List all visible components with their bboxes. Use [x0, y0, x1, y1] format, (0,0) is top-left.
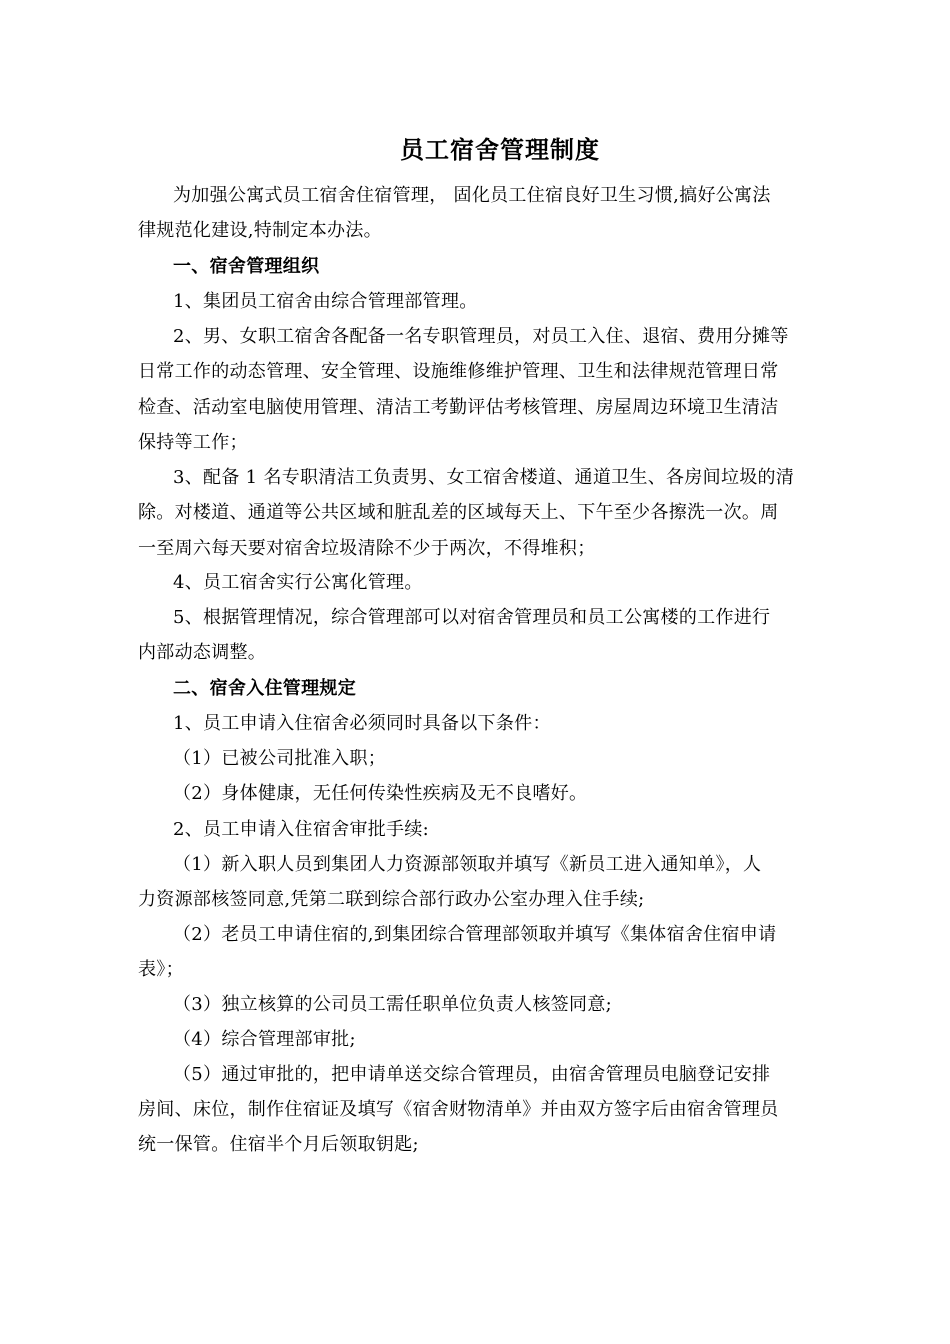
paragraph-line: 房间、床位，制作住宿证及填写《宿舍财物清单》并由双方签字后由宿舍管理员 — [138, 1099, 779, 1120]
paragraph-line: 日常工作的动态管理、安全管理、设施维修维护管理、卫生和法律规范管理日常 — [138, 361, 779, 382]
section-heading: 一、宿舍管理组织 — [173, 256, 320, 277]
paragraph-line: （1）已被公司批准入职； — [173, 748, 387, 769]
paragraph-line: 2、男、女职工宿舍各配备一名专职管理员，对员工入住、退宿、费用分摊等 — [173, 326, 789, 347]
paragraph-line: （3）独立核算的公司员工需任职单位负责人核签同意; — [173, 994, 613, 1015]
paragraph-line: 统一保管。住宿半个月后领取钥匙; — [138, 1134, 419, 1155]
paragraph-line: （5）通过审批的，把申请单送交综合管理员，由宿舍管理员电脑登记安排 — [173, 1064, 771, 1085]
paragraph-line: 保持等工作； — [138, 432, 248, 453]
paragraph-line: 检查、活动室电脑使用管理、清洁工考勤评估考核管理、房屋周边环境卫生清洁 — [138, 397, 779, 418]
paragraph-line: （4）综合管理部审批; — [173, 1029, 356, 1050]
paragraph-line: 1、员工申请入住宿舍必须同时具备以下条件： — [173, 713, 551, 734]
paragraph-line: 2、员工申请入住宿舍审批手续: — [173, 819, 430, 840]
paragraph-line: 力资源部核签同意,凭第二联到综合部行政办公室办理入住手续; — [138, 889, 645, 910]
paragraph-line: 除。对楼道、通道等公共区域和脏乱差的区域每天上、下午至少各擦洗一次。周 — [138, 502, 779, 523]
paragraph-line: 表》； — [138, 959, 184, 980]
paragraph-line: 为加强公寓式员工宿舍住宿管理， 固化员工住宿良好卫生习惯,搞好公寓法 — [173, 185, 771, 206]
paragraph-line: 1、集团员工宿舍由综合管理部管理。 — [173, 291, 478, 312]
document-title: 员工宿舍管理制度 — [400, 135, 600, 164]
paragraph-line: （2）身体健康，无任何传染性疾病及无不良嗜好。 — [173, 783, 588, 804]
paragraph-line: 一至周六每天要对宿舍垃圾清除不少于两次，不得堆积； — [138, 538, 596, 559]
paragraph-line: （2）老员工申请住宿的,到集团综合管理部领取并填写《集体宿舍住宿申请 — [173, 924, 777, 945]
paragraph-line: 4、员工宿舍实行公寓化管理。 — [173, 572, 423, 593]
paragraph-line: 律规范化建设,特制定本办法。 — [138, 220, 382, 241]
section-heading: 二、宿舍入住管理规定 — [173, 678, 356, 699]
paragraph-line: 3、配备 1 名专职清洁工负责男、女工宿舍楼道、通道卫生、各房间垃圾的清 — [173, 467, 795, 488]
paragraph-line: 内部动态调整。 — [138, 642, 267, 663]
paragraph-line: 5、根据管理情况，综合管理部可以对宿舍管理员和员工公寓楼的工作进行 — [173, 607, 771, 628]
paragraph-line: （1）新入职人员到集团人力资源部领取并填写《新员工进入通知单》，人 — [173, 854, 762, 875]
